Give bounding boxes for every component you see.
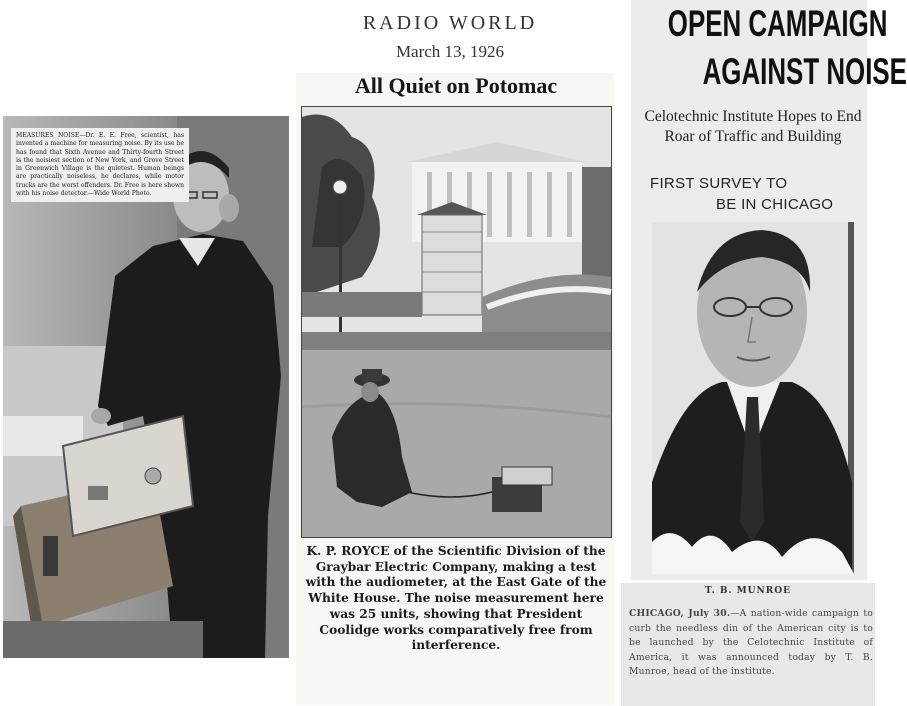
right-body-lead: CHICAGO, July 30. <box>629 608 731 619</box>
right-body-text: —A nation-wide campaign to curb the needless din of the American city is to be launched by the Celotechnic Institute of America, it was announced today by T. B. Munroe, head of the institute. <box>629 608 873 678</box>
middle-headline: All Quiet on Potomac <box>354 73 558 98</box>
munroe-portrait <box>652 222 854 574</box>
right-subhead-line1: FIRST SURVEY TO <box>650 175 788 192</box>
right-subhead-line2: BE IN CHICAGO <box>716 196 834 213</box>
left-caption <box>11 128 189 202</box>
middle-caption-body: of the Scientific Division of the Graybar Electric Company, making a test with the audiometer, at the East Gate of the White House. The noise measurement here was 25 units, showing that President Coolidge works comparatively free from interference. <box>305 544 607 653</box>
middle-caption-lead: K. P. ROYCE <box>306 544 390 558</box>
right-byline: T. B. MUNROE <box>705 586 791 596</box>
left-caption-body: —Dr. E. E. Free, scientist, has invented a machine for measuring noise. By its use he has found that Sixth Avenue and Thirty-fourth Street is the noisiest section of New York, and Grove Street in Greenwich Village is the quietest. Human beings are practically noiseless, he declares, while motor trucks are the worst offenders. Dr. Free is here shown with his noise detector.—Wide World Photo. <box>16 132 185 198</box>
left-clipping <box>3 116 289 658</box>
munroe-portrait-image <box>652 222 854 574</box>
middle-caption <box>303 544 609 654</box>
radio-world-masthead: RADIO WORLD <box>362 12 538 34</box>
right-article-body <box>629 607 873 680</box>
radio-world-date: March 13, 1926 <box>395 42 505 61</box>
white-house-photo <box>302 107 611 537</box>
right-headline-line1: OPEN CAMPAIGN <box>667 3 888 44</box>
right-deck: Celotechnic Institute Hopes to End Roar of Traffic and Building <box>644 108 862 145</box>
left-caption-title: MEASURES NOISE <box>16 132 80 139</box>
right-headline-line2: AGAINST NOISE <box>702 51 907 92</box>
white-house-photo-frame <box>301 106 612 538</box>
